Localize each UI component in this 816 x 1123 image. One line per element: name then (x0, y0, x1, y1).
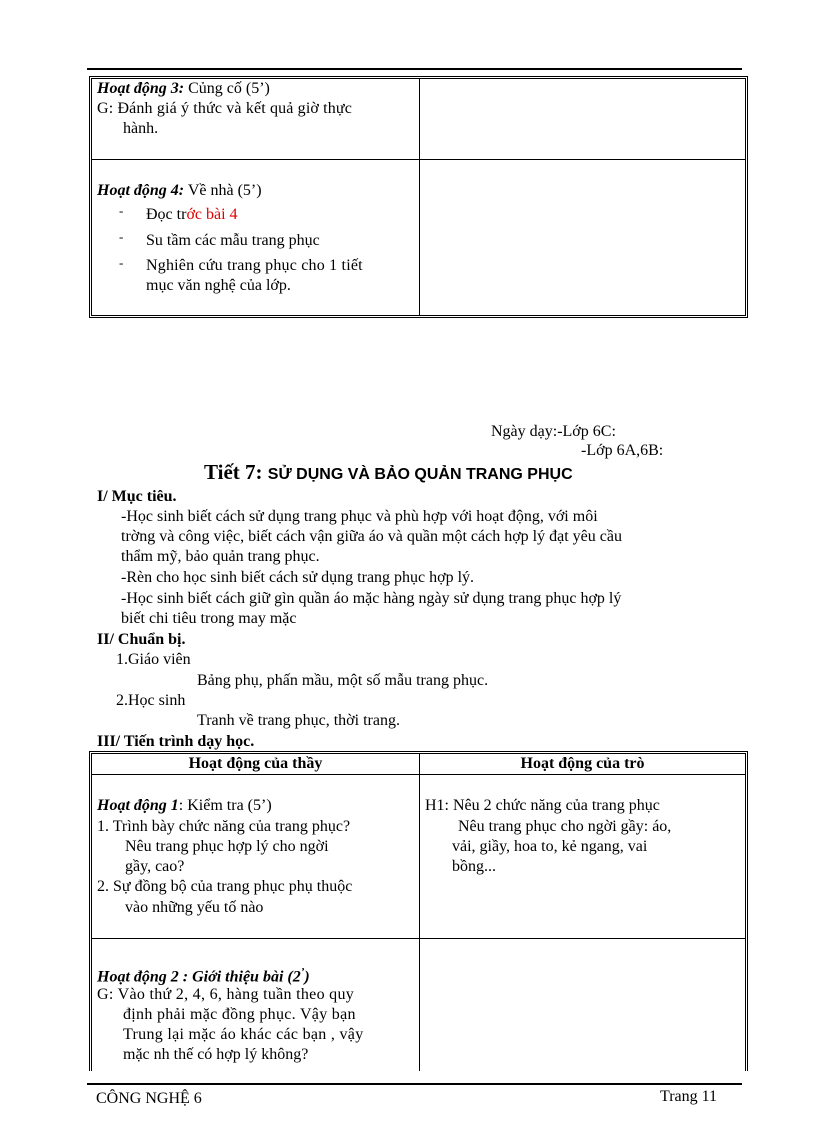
teacher-label: 1.Giáo viên (116, 651, 191, 668)
activity-4-heading (97, 181, 262, 201)
teacher-question-1-end: gầy, cao? (125, 858, 185, 875)
homework-item-3-cont: mục văn nghệ của lớp. (146, 277, 291, 294)
table-row-divider (92, 159, 745, 160)
bullet-icon: - (119, 255, 124, 270)
objective-line-1: -Học sinh biết cách sử dụng trang phục và phù hợp với hoạt động, với môi (121, 508, 598, 525)
objective-line-3: thẩm mỹ, bảo quản trang phục. (121, 548, 320, 565)
footer-page-number: Trang 11 (660, 1088, 718, 1105)
activity-4-title: Về nhà (5’) (184, 182, 262, 199)
activity-3-heading (97, 79, 270, 99)
table-header-divider (92, 774, 745, 775)
column-header-student: Hoạt động của trò (520, 755, 645, 772)
objective-line-2: trờng và công việc, biết cách vận giữa áo và quần một cách hợp lý đạt yêu cầu (121, 528, 622, 545)
activity-1-label: Hoạt động 1 (97, 797, 179, 814)
activity-3-title: Củng cố (5’) (184, 80, 270, 97)
objective-line-4: -Rèn cho học sinh biết cách sử dụng trang phục hợp lý. (121, 569, 475, 586)
student-answer-line-4: bồng... (452, 858, 496, 875)
bullet-icon: - (119, 203, 124, 218)
table-column-divider (419, 79, 420, 315)
student-label: 2.Học sinh (116, 692, 186, 709)
homework-item-3: Nghiên cứu trang phục cho 1 tiết (146, 257, 363, 274)
student-answer-line-1: H1: Nêu 2 chức năng của trang phục (425, 797, 660, 814)
student-answer-line-3: vải, giầy, hoa to, kẻ ngang, vai (452, 838, 648, 855)
teacher-question-1-cont: Nêu trang phục hợp lý cho ngời (125, 838, 329, 855)
intro-line-3: Trung lại mặc áo khác các bạn , vậy (123, 1026, 364, 1043)
column-header-teacher: Hoạt động của thầy (188, 755, 323, 772)
student-materials: Tranh về trang phục, thời trang. (197, 712, 400, 729)
activity-1-title: : Kiểm tra (5’) (178, 797, 272, 814)
homework-item-1 (146, 205, 238, 225)
header-rule (87, 68, 742, 70)
footer-subject: CÔNG NGHỆ 6 (96, 1090, 202, 1107)
intro-line-4: mặc nh thế có hợp lý không? (123, 1046, 309, 1063)
footer-rule (87, 1083, 742, 1085)
teaching-date-6c: Ngày dạy:-Lớp 6C: (491, 423, 616, 440)
lesson-title (204, 460, 573, 485)
section-objectives-heading: I/ Mục tiêu. (97, 488, 177, 505)
table-row-divider (92, 938, 745, 939)
objective-line-6: biết chi tiêu trong may mặc (121, 610, 297, 627)
teacher-question-2: 2. Sự đồng bộ của trang phục phụ thuộc (97, 878, 353, 895)
section-preparation-heading: II/ Chuẩn bị. (97, 631, 186, 648)
activity-4-label: Hoạt động 4: (97, 182, 185, 199)
teaching-date-6a-6b: -Lớp 6A,6B: (581, 442, 664, 459)
activity-2-close: ) (304, 968, 310, 986)
homework-item-1-red-text: ớc bài 4 (186, 206, 238, 223)
activity-3-line-1: G: Đánh giá ý thức và kết quả giờ thực (97, 100, 352, 117)
activity-2-heading (97, 962, 310, 987)
teacher-question-2-cont: vào những yếu tố nào (125, 899, 264, 916)
activity-2-label: Hoạt động 2 : Giới thiệu bài (2 (97, 968, 301, 986)
activity-2-prime: ’ (300, 966, 305, 978)
student-answer-line-2: Nêu trang phục cho ngời gầy: áo, (458, 818, 672, 835)
homework-item-1-text: Đọc tr (146, 206, 187, 223)
teacher-materials: Bảng phụ, phấn mầu, một số mẫu trang phục. (197, 672, 489, 689)
homework-item-2: Su tầm các mẫu trang phục (146, 232, 320, 249)
objective-line-5: -Học sinh biết cách giữ gìn quần áo mặc hàng ngày sử dụng trang phục hợp lý (121, 590, 622, 607)
section-process-heading: III/ Tiến trình dạy học. (97, 733, 255, 750)
bullet-icon: - (119, 229, 124, 244)
table-column-divider (419, 754, 420, 1071)
teacher-question-1: 1. Trình bày chức năng của trang phục? (97, 818, 351, 835)
lesson-name: SỬ DỤNG VÀ BẢO QUẢN TRANG PHỤC (267, 466, 573, 483)
intro-line-1: G: Vào thứ 2, 4, 6, hàng tuần theo quy (97, 986, 355, 1003)
activity-3-label: Hoạt động 3: (97, 80, 185, 97)
activity-1-heading (97, 796, 272, 816)
lesson-number: Tiết 7: (204, 460, 263, 484)
intro-line-2: định phải mặc đồng phục. Vậy bạn (123, 1006, 356, 1023)
activity-3-line-2: hành. (123, 120, 159, 137)
